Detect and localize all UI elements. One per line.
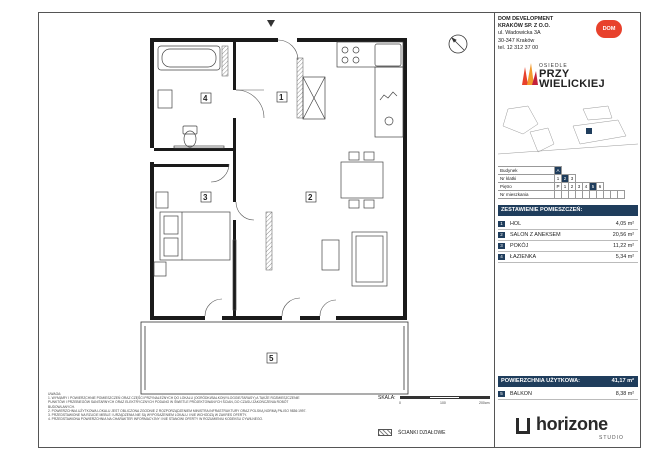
- sofa: [322, 232, 387, 286]
- usable-area-label: POWIERZCHNIA UŻYTKOWA:: [501, 378, 581, 384]
- bed: [154, 192, 236, 310]
- outer-walls: [150, 38, 407, 320]
- flame-icon: [520, 63, 538, 85]
- developer-phone: tel. 12 312 37 00: [498, 44, 539, 51]
- horizone-logo: [514, 416, 636, 446]
- room-label-5: 5: [269, 354, 274, 363]
- table-cell: 1: [555, 175, 562, 183]
- table-cell: 3: [576, 183, 583, 191]
- list-item: [498, 389, 638, 400]
- table-row: [498, 175, 625, 183]
- room-label-2: 2: [308, 193, 313, 202]
- table-label: Nr klatki: [498, 175, 555, 183]
- table-label: Piętro: [498, 183, 555, 191]
- developer-info: [498, 16, 553, 52]
- developer-street: ul. Wadowicka 3A: [498, 30, 541, 37]
- table-cell: [569, 191, 576, 199]
- bathroom-fixtures: [158, 46, 224, 148]
- site-map: [498, 104, 638, 164]
- note-item: 1. WYMIARY I POWIERZCHNIE POMIESZCZEŃ ORAZ CZĘŚCI PRZYNALEŻNYCH DO LOKALU (OGRÓDKI/BALKONY/LOGGIE/TARASY) A TAKŻE ROZMIESZCZENIE PUNKTÓW I PRZEBIEGÓW SANITARNYCH ORAZ ELEKTRYCZNYCH PODANO W ŚWIETLE PROJEKTOWANYCH ŚCIAN, DO CZASU ZAKOŃCZENIA ROBÓT BUDOWLANYCH.: [48, 396, 300, 409]
- note-item: 3. PRZEDSTAWIONE NA RZUCIE MEBLE I URZĄDZENIA NIE SĄ WYPOSAŻENIEM LOKALU I NIE WCHODZĄ W ZAKRES OFERTY.: [48, 413, 247, 418]
- note-item: 2. POWIERZCHNIA UŻYTKOWA LOKALU JEST OBLICZONA ZGODNIE Z ROZPORZĄDZENIEM MINISTRA INFRASTRUKTURY ORAZ POLSKĄ NORMĄ PN-ISO 9836:1997.: [48, 408, 307, 413]
- balcony-outline: [141, 322, 408, 394]
- dom-logo: DOM: [596, 20, 622, 38]
- room-label-1: 1: [279, 93, 284, 102]
- entrance-marker: [267, 20, 275, 27]
- room-name: POKÓJ: [510, 243, 529, 249]
- table-cell: 6: [597, 183, 604, 191]
- horizone-text: horizone: [536, 414, 608, 434]
- brand-line2: WIELICKIEJ: [539, 78, 605, 90]
- scale-tick-200: 200cm: [479, 401, 490, 405]
- room-area: 8,38 m²: [615, 391, 634, 397]
- table-cell: [604, 191, 611, 199]
- table-cell: 2: [569, 183, 576, 191]
- list-item: [498, 219, 638, 230]
- table-cell: 2: [562, 175, 569, 183]
- table-row: [498, 183, 625, 191]
- table-cell: [562, 191, 569, 199]
- table-cell: [583, 191, 590, 199]
- table-cell: [597, 191, 604, 199]
- developer-name-2: KRAKÓW SP. Z O.O.: [498, 23, 551, 30]
- developer-city: 30-347 Kraków: [498, 37, 535, 44]
- room-label-3: 3: [203, 193, 208, 202]
- brand-logo: [520, 63, 605, 89]
- table-cell: A: [556, 168, 560, 173]
- notes-title: UWAGA:: [48, 392, 62, 396]
- scale-bar: [400, 396, 490, 399]
- room-number: 2: [498, 232, 505, 238]
- usable-area-header: [498, 376, 638, 387]
- legend: [378, 429, 446, 436]
- doors: [205, 40, 336, 316]
- brand-small: OSIEDLE: [539, 63, 568, 69]
- table-cell: 3: [569, 175, 576, 183]
- hatch-swatch: [378, 429, 392, 436]
- room-name: HOL: [510, 221, 522, 227]
- table-label: Nr mieszkania: [498, 191, 555, 199]
- room-number: 4: [498, 254, 505, 260]
- horizone-sub: STUDIO: [599, 435, 624, 441]
- table-cell: [611, 191, 618, 199]
- info-table: [498, 166, 625, 199]
- list-item: [498, 241, 638, 252]
- list-item: [498, 252, 638, 263]
- table-cell: 5: [590, 183, 597, 191]
- scale-tick-0: 0: [399, 401, 401, 405]
- room-number: 5: [498, 391, 505, 397]
- room-area: 5,34 m²: [615, 254, 634, 260]
- room-number: 3: [498, 243, 505, 249]
- table-label: Budynek: [498, 167, 555, 175]
- developer-name-1: DOM DEVELOPMENT: [498, 16, 554, 22]
- list-item: [498, 230, 638, 241]
- compass-icon: [449, 35, 467, 53]
- room-number: 1: [498, 221, 505, 227]
- note-item: 4. PRZEDSTAWIONA POWIERZCHNIA NA CHARAKTER INFORMACYJNY I NIE STANOWI OFERTY W ROZUMIENIU KODEKSU CYWILNEGO.: [48, 417, 263, 422]
- notes: [48, 392, 310, 421]
- table-cell: 1: [562, 183, 569, 191]
- rooms-list: [498, 219, 638, 263]
- scale-tick-100: 100: [440, 401, 446, 405]
- room-name: BALKON: [510, 391, 532, 397]
- table-row: [498, 167, 625, 175]
- room-name: ŁAZIENKA: [510, 254, 537, 260]
- room-name: SALON Z ANEKSEM: [510, 232, 561, 238]
- table-cell: [576, 191, 583, 199]
- hall-closet: [303, 77, 325, 119]
- table-cell: P: [556, 184, 560, 189]
- kitchen-counter: [337, 42, 403, 137]
- legend-label: ŚCIANKI DZIAŁOWE: [398, 429, 446, 436]
- horizone-mark-icon: [516, 418, 530, 434]
- room-area: 20,56 m²: [612, 232, 634, 238]
- room-area: 4,05 m²: [615, 221, 634, 227]
- table-row: [498, 191, 625, 199]
- brand-line1: PRZY: [539, 68, 570, 80]
- table-cell: [618, 191, 625, 199]
- table-cell: [590, 191, 597, 199]
- dining-table: [341, 152, 383, 208]
- room-label-4: 4: [203, 94, 208, 103]
- table-cell: [555, 191, 562, 199]
- balcony-row: [498, 389, 638, 400]
- rooms-header: ZESTAWIENIE POMIESZCZEŃ:: [498, 205, 638, 216]
- usable-area-value: 41,17 m²: [611, 378, 634, 384]
- scale-label: SKALA:: [378, 395, 396, 401]
- table-cell: 4: [583, 183, 590, 191]
- room-area: 11,22 m²: [613, 243, 634, 249]
